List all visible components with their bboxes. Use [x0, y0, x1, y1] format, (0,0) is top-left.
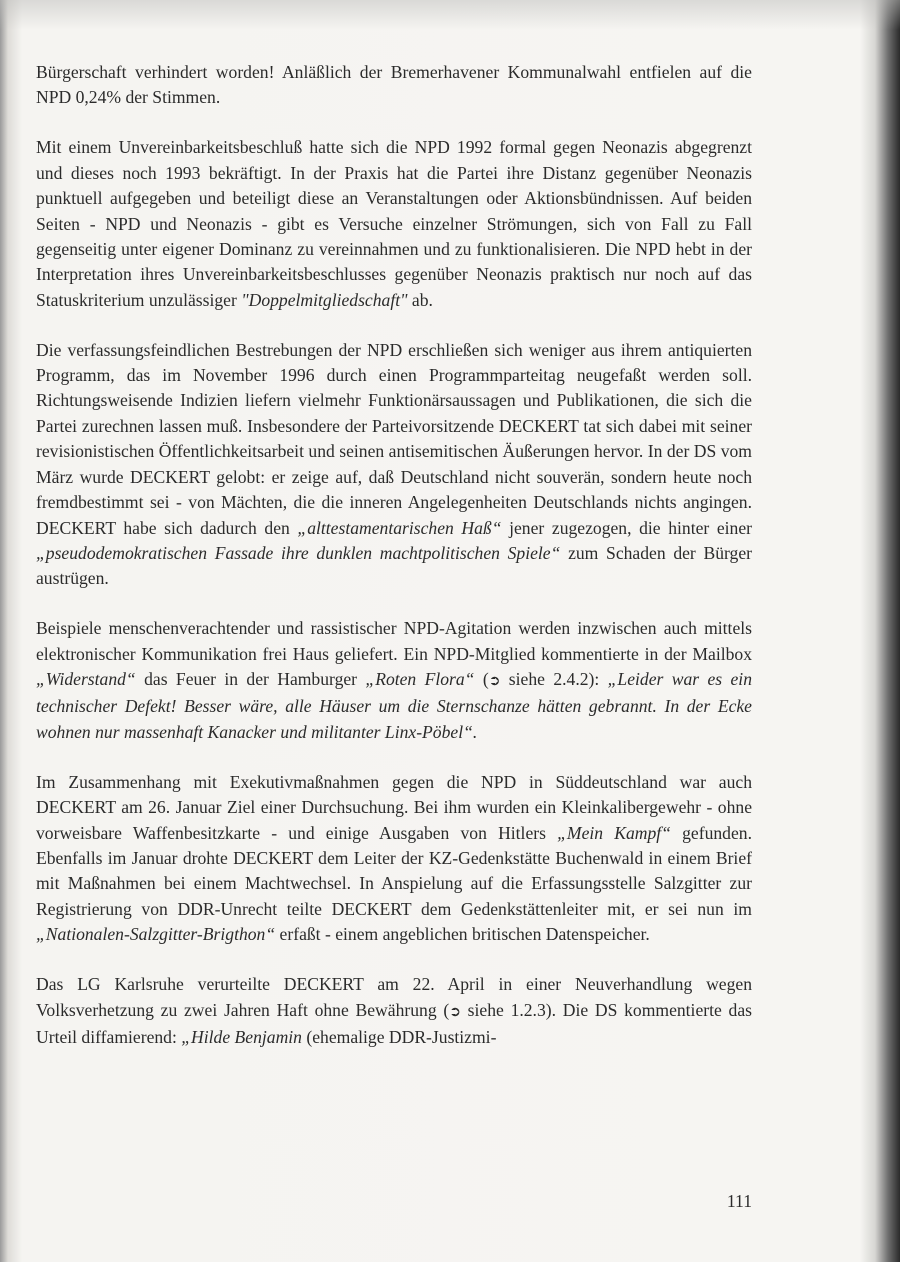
text-segment: ab. — [407, 289, 433, 310]
text-segment: gefunden. Ebenfalls im Januar drohte DECKERT dem Leiter der KZ-Gedenkstätte Buchenwald in einem Brief mit Maßnahmen bei einem Machtwechsel. In Anspielung auf die Erfassungsstelle Salzgitter zur Registrierung von DDR-Unrecht teilte DECKERT dem Gedenkstättenleiter mit, er sei nun im — [36, 822, 752, 919]
body-text — [36, 60, 752, 1075]
paragraph — [36, 135, 752, 313]
text-segment: ( — [474, 669, 489, 690]
paragraph — [36, 338, 752, 592]
text-segment: Im Zusammenhang mit Exekutivmaßnahmen gegen die NPD in Süddeutschland war auch DECKERT am 26. Januar Ziel einer Durchsuchung. Bei ihm wurden ein Kleinkalibergewehr - ohne vorweisbare Waffenbesitzkarte - und einige Ausgaben von Hitlers — [36, 771, 752, 843]
paragraph — [36, 60, 752, 111]
text-segment: Die verfassungsfeindlichen Bestrebungen der NPD erschließen sich weniger aus ihrem antiquierten Programm, das im November 1996 durch einen Programmparteitag neugefaßt werden soll. Richtungsweisende Indizien liefern vielmehr Funktionärsaussagen und Publikationen, die sich die Partei zurechnen lassen muß. Insbesondere der Parteivorsitzende DECKERT tat sich dabei mit seiner revisionistischen Öffentlichkeitsarbeit und seinen antisemitischen Äußerungen hervor. In der DS vom März wurde DECKERT gelobt: er zeige auf, daß Deutschland nicht souverän, sondern heute noch fremdbestimmt sei - von Mächten, die die inneren Angelegenheiten Deutschlands nichts angingen. DECKERT habe sich dadurch den — [36, 339, 752, 538]
italic-text: „Leider war es ein technischer Defekt! Besser wäre, alle Häuser um die Sternschanze hätten gebrannt. In der Ecke wohnen nur massenhaft Kanacker und militanter Linx-Pöbel“. — [36, 669, 752, 742]
text-segment: zum Schaden der Bürger austrügen. — [36, 542, 752, 589]
text-segment: (ehemalige DDR-Justizmi- — [301, 1026, 497, 1047]
italic-text: „alttestamentarischen Haß“ — [297, 517, 502, 538]
text-segment: siehe 2.4.2): — [500, 669, 608, 690]
text-segment: jener zugezogen, die hinter einer — [501, 517, 753, 538]
italic-text: „Mein Kampf“ — [557, 822, 671, 843]
reference-arrow-icon: ➲ — [488, 673, 501, 690]
paragraph — [36, 972, 752, 1050]
paragraph — [36, 616, 752, 745]
italic-text: „pseudodemokratischen Fassade ihre dunklen machtpolitischen Spiele“ — [36, 542, 561, 563]
text-segment: Bürgerschaft verhindert worden! Anläßlich der Bremerhavener Kommunalwahl entfielen auf die NPD 0,24% der Stimmen. — [36, 62, 752, 108]
italic-text: „Widerstand“ — [36, 669, 136, 690]
text-segment: Beispiele menschenverachtender und rassistischer NPD-Agitation werden inzwischen auch mittels elektronischer Kommunikation frei Haus geliefert. Ein NPD-Mitglied kommentierte in der Mailbox — [36, 618, 752, 664]
scan-shadow — [0, 0, 900, 30]
italic-text: "Doppelmitgliedschaft" — [241, 289, 408, 310]
page-number: 111 — [726, 1191, 752, 1211]
italic-text: „Hilde Benjamin — [181, 1026, 302, 1047]
text-segment: siehe 1.2.3). Die DS kommentierte das Urteil diffamierend: — [36, 999, 752, 1047]
text-segment: erfaßt - einem angeblichen britischen Datenspeicher. — [275, 924, 650, 945]
text-segment: Mit einem Unvereinbarkeitsbeschluß hatte sich die NPD 1992 formal gegen Neonazis abgegrenzt und dieses noch 1993 bekräftigt. In der Praxis hat die Partei ihre Distanz gegenüber Neonazis punktuell aufgegeben und beteiligt diese an Veranstaltungen oder Aktionsbündnissen. Auf beiden Seiten - NPD und Neonazis - gibt es Versuche einzelner Strömungen, sich von Fall zu Fall gegenseitig unter eigener Dominanz zu vereinnahmen und zu funktionalisieren. Die NPD hebt in der Interpretation ihres Unvereinbarkeitsbeschlusses gegenüber Neonazis praktisch nur noch auf das Statuskriterium unzulässiger — [36, 137, 752, 310]
paragraph — [36, 770, 752, 948]
reference-arrow-icon: ➲ — [449, 1003, 461, 1020]
text-segment: das Feuer in der Hamburger — [135, 669, 366, 690]
text-segment: Das LG Karlsruhe verurteilte DECKERT am 22. April in einer Neuverhandlung wegen Volksverhetzung zu zwei Jahren Haft ohne Bewährung ( — [36, 974, 752, 1020]
italic-text: „Nationalen-Salzgitter-Brigthon“ — [36, 924, 276, 945]
italic-text: „Roten Flora“ — [365, 669, 475, 690]
